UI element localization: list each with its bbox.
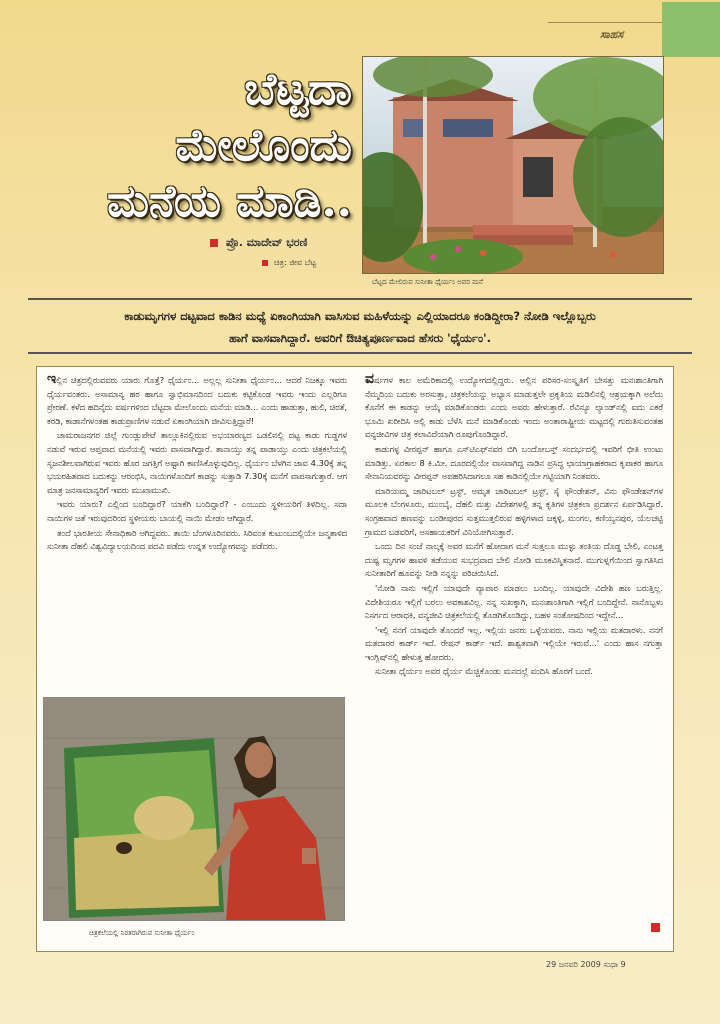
painting-caption: ಚಿತ್ರಕಲೆಯಲ್ಲಿ ನಿರತರಾಗಿರುವ ಸುನೀತಾ ಧೈರ್ಯಂ: [89, 929, 195, 937]
paragraph: ಇಲ್ಲಿನ ಚಿತ್ರದಲ್ಲಿರುವವರು ಯಾರು ಗೊತ್ತೆ? ಧೈರ್ಯಂ... ಅಲ್ಲಲ್ಲ ಸುನೀತಾ ಧೈರ್ಯಂ... ಆದರೆ ನಿಜಕ್ಕೂ ಇವರು ಧೈರ್ಯವಂತರು. ಅಸಾಮಾನ್ಯ ಹಠ ಹಾಗೂ ಸ್ವಾಭಿಮಾನದಿಂದ ಬದುಕು ಕಟ್ಟಿಕೊಂಡ ಇವರು ಇಂದು ಎಲ್ಲರಿಗೂ ಪ್ರೇರಣೆ. ಕಳೆದ ಹದಿನೈದು ವರ್ಷಗಳಿಂದ ಬೆಟ್ಟದಾ ಮೇಲೊಂದು ಮನೆಯ ಮಾಡಿ... ಎಂದು ಹಾಡುತ್ತಾ, ಹುಲಿ, ಚಿರತೆ, ಕರಡಿ, ಕಾಡಾನೆಗಳಂತಹ ಕಾಡುಪ್ರಾಣಿಗಳ ನಡುವೆ ಏಕಾಂಗಿಯಾಗಿ ಜೀವಿಸುತ್ತಿದ್ದಾರೆ!: [47, 371, 347, 426]
column-1: [47, 373, 347, 555]
section-rule: [548, 22, 668, 23]
headline: [60, 62, 352, 230]
paragraph: ಇವರು ಯಾರು? ಎಲ್ಲಿಂದ ಬಂದಿದ್ದಾರೆ? ಯಾಕೆಗಿ ಬಂದಿದ್ದಾರೆ? - ಎಂಬುದು ಸ್ಥಳೀಯರಿಗೆ ತಿಳಿದಿಲ್ಲ. ಸದಾ ನಾಯಿಗಳ ಜತೆ ಇರುವುದರಿಂದ ಸ್ಥಳೀಯರು ಬಾಯಲ್ಲಿ ನಾಯಿ ಮೇಡಂ ಆಗಿದ್ದಾರೆ.: [47, 499, 347, 523]
paragraph: ಸುನೀತಾ ಧೈರ್ಯಂ ಅವರ ಧೈರ್ಯ ಮೆಚ್ಚಿಕೊಂಡು ಮನದಲ್ಲೆ ವಂದಿಸಿ ಹೊರಗೆ ಬಂದೆ.: [375, 666, 593, 677]
green-corner-tab: [662, 2, 720, 57]
intro-deck: [28, 298, 692, 354]
paragraph: ಒಂದು ದಿನ ಸಂಜೆ ನಾಲ್ಕಕ್ಕೆ ಅವರ ಮನೆಗೆ ಹೋದಾಗ ಮನೆ ಸುತ್ತಲೂ ಮುಳ್ಳು ತಂತಿಯ ದೊಡ್ಡ ಬೇಲಿ, ಎಂಟತ್ತ ದುಷ್ಟ ಮೃಗಗಳ ಹಾವಳಿ ತಡೆಯುವ ಸುಭದ್ರವಾದ ಬೇಲಿ ನೋಡಿ ಮೂಕವಿಸ್ಮಿತನಾದೆ. ಮುಗುಳ್ನಗೆಯಿಂದ ಸ್ವಾಗತಿಸಿದ ಸುನೀತಾರಿಗೆ ಹೂವನ್ನು ನೀಡಿ ನನ್ನನ್ನು ಪರಿಚಯಿಸಿದೆ.: [365, 541, 663, 579]
paragraph: 'ಇಲ್ಲಿ ನನಗೆ ಯಾವುದೇ ತೊಂದರೆ ಇಲ್ಲ. ಇಲ್ಲಿಯ ಜನರು ಒಳ್ಳೆಯವರು. ನಾನು ಇಲ್ಲಿಯ ಮತದಾರಳು. ನನಗೆ ಮತದಾರರ ಕಾರ್ಡ್ ಇದೆ. ರೇಷನ್ ಕಾರ್ಡ್ ಇದೆ. ಶಾಶ್ವತವಾಗಿ ಇಲ್ಲಿಯೇ ಇರುವೆ...' ಎಂದು ಹಾಸ ನಗುತ್ತಾ ಇಂಗ್ಲಿಷ್‌ನಲ್ಲಿ ಹೇಳುತ್ತ ಹೋದರು.: [365, 624, 663, 662]
page-footer: 29 ಜನವರಿ 2009 ಸುಧಾ 9: [546, 960, 626, 969]
headline-line-2: ಮೇಲೊಂದು: [175, 120, 352, 171]
paragraph: ವರ್ಷಗಳ ಕಾಲ ಅಮೆರಿಕಾದಲ್ಲಿ ಉದ್ಯೋಗದಲ್ಲಿದ್ದರು. ಅಲ್ಲಿನ ಪರಿಸರ-ಸಂಸ್ಕೃತಿಗೆ ಬೇಸತ್ತು ಮನಃಶಾಂತಿಗಾಗಿ ನೆಮ್ಮದಿಯ ಬದುಕು ಅರಸುತ್ತಾ, ಚಿತ್ರಕಲೆಯನ್ನು ಅಭ್ಯಾಸ ಮಾಡುತ್ತಲೇ ಪ್ರಕೃತಿಯ ಮಡಿಲಿನಲ್ಲಿ ಆಶ್ರಯಕ್ಕಾಗಿ ಅಲೆದು ಕೊನೆಗೆ ಈ ಕಾಡನ್ನು ಆಯ್ಕೆ ಮಾಡಿಕೊಂಡರು ಎಂದು ಅವರು ಹೇಳುತ್ತಾರೆ. ರೆವಿನ್ಯೂ ಲ್ಯಾಂಡ್‌ನಲ್ಲಿ ಐದು ಎಕರೆ ಭೂಮಿ ಖರೀದಿಸಿ ಅಲ್ಲಿ ಕಾಡು ಬೆಳೆಸಿ ಮನೆ ಮಾಡಿಕೊಂಡು ಇಂದು ಅಂತಾರಾಷ್ಟ್ರೀಯ ಮಟ್ಟದಲ್ಲಿ ಗುರುತಿಸುವಂತಹ ವನ್ಯಜೀವಿಗಳ ಚಿತ್ರ ಕಲಾವಿದೆಯಾಗಿ ರೂಪುಗೊಂಡಿದ್ದಾರೆ.: [365, 371, 663, 440]
photo-credit-text: ಚಿತ್ರ: ಜೀವ ಬೆಟ್ಟ: [274, 258, 317, 267]
paragraph: 'ನೋಡಿ ನಾನು ಇಲ್ಲಿಗೆ ಯಾವುದೇ ವ್ಯಾಪಾರ ಮಾಡಲು ಬಂದಿಲ್ಲ. ಯಾವುದೇ ವಿದೇಶಿ ಹಣ ಬರುತ್ತಿಲ್ಲ. ವಿದೇಶಿಯರೂ ಇಲ್ಲಿಗೆ ಬರಲು ಅವಕಾಶವಿಲ್ಲ. ನನ್ನ ಸುಖಕ್ಕಾಗಿ, ಮನಃಶಾಂತಿಗಾಗಿ ಇಲ್ಲಿಗೆ ಬಂದಿದ್ದೇನೆ. ನಾನೊಬ್ಬಳು ನಿಸರ್ಗದ ಆರಾಧಕಿ, ವನ್ಯಜೀವಿ ಚಿತ್ರಕಲೆಯಲ್ಲಿ ತೊಡಗಿಕೊಂಡಿದ್ದು, ಬಹಳ ಸಂತೋಷದಿಂದ ಇದ್ದೇನೆ...: [365, 582, 663, 621]
paragraph: ಮಾರಿಯಮ್ಮ ಚಾರಿಟಬಲ್ ಟ್ರಸ್ಟ್, ಅಮೃತ ಚಾರಿಟಬಲ್ ಟ್ರಸ್ಟ್, ಸೈ ಫೌಂಡೇಶನ್, ವಿನು ಫೌಂಡೇಶನ್‌ಗಳ ಮೂಲಕ ಬೆಂಗಳೂರು, ಮುಂಬೈ, ದೆಹಲಿ ಮತ್ತು ವಿದೇಶಗಳಲ್ಲಿ ತನ್ನ ಕೃತಿಗಳ ಚಿತ್ರಕಲಾ ಪ್ರದರ್ಶನ ಏರ್ಪಡಿಸಿದ್ದಾರೆ. ಸಂಗ್ರಹವಾದ ಹಣವನ್ನು ಬಂಡೀಪುರದ ಸುತ್ತಮುತ್ತಲಿರುವ ಹಳ್ಳಿಗಳಾದ ಜಕ್ಕಳ್ಳಿ, ಮಂಗಲ, ಕಣಿಯ್ಯನಪುರ, ಯೆಲಚಟ್ಟಿ ಗ್ರಾಮದ ಬಡವರಿಗೆ, ಅಸಹಾಯಕರಿಗೆ ವಿನಿಯೋಗಿಸುತ್ತಾರೆ.: [365, 485, 663, 537]
house-caption: ಬೆಟ್ಟದ ಮೇಲಿರುವ ಸುನೀತಾ ಧೈರ್ಯಂ ಅವರ ಮನೆ: [372, 278, 484, 286]
intro-line-1: ಕಾಡುಮೃಗಗಳ ದಟ್ಟವಾದ ಕಾಡಿನ ಮಧ್ಯೆ ಏಕಾಂಗಿಯಾಗಿ ವಾಸಿಸುವ ಮಹಿಳೆಯನ್ನು ಎಲ್ಲಿಯಾದರೂ ಕಂಡಿದ್ದೀರಾ? ನೋಡಿ ಇಲ್ಲೊಬ್ಬರು: [124, 309, 596, 323]
bullet-square-icon: [262, 260, 268, 266]
end-mark-icon: [651, 923, 660, 932]
article-body: [36, 366, 674, 952]
intro-line-2: ಹಾಗೆ ವಾಸವಾಗಿದ್ದಾರೆ. ಅವರಿಗೆ ಔಚಿತ್ಯಪೂರ್ಣವಾದ ಹೆಸರು 'ಧೈರ್ಯಂ'.: [229, 331, 491, 345]
column-2: [365, 373, 663, 680]
paragraph: ತಂದೆ ಭಾರತೀಯ ಸೇನಾಧಿಕಾರಿ ಆಗಿದ್ದವರು. ತಾಯಿ ಬೆಂಗಳೂರಿನವರು. ಸಿರಿವಂತ ಕುಟುಂಬದಲ್ಲಿಯೇ ಜನ್ಮತಾಳಿದ ಸುನೀತಾ ದೆಹಲಿ ವಿಶ್ವವಿದ್ಯಾಲಯದಿಂದ ಪದವಿ ಪಡೆದು ಉನ್ನತ ಉದ್ಯೋಗವನ್ನು ಪಡೆದರು.: [47, 527, 347, 552]
photo-credit: [262, 258, 316, 268]
painting-photo: [43, 697, 345, 921]
author-name: ಪ್ರೊ. ಮಾದೇವ್ ಭರಣಿ: [226, 236, 308, 249]
house-photo: [362, 56, 664, 274]
section-label: ಸಾಹಸ: [600, 28, 624, 41]
house-illustration: [363, 57, 664, 274]
headline-line-3: ಮನೆಯ ಮಾಡಿ..: [107, 176, 352, 227]
paragraph: ಚಾಮರಾಜನಗರ ಜಿಲ್ಲೆ ಗುಂಡ್ಲುಪೇಟೆ ತಾಲ್ಲೂಕಿನಲ್ಲಿರುವ ಅಭಯಾರಣ್ಯದ ಒಡಲಿನಲ್ಲಿ ದಟ್ಟ ಕಾಡು ಗುಡ್ಡಗಳ ನಡುವೆ ಇರುವ ಆಪ್ತವಾದ ಮನೆಯಲ್ಲಿ ಇವರು ವಾಸವಾಗಿದ್ದಾರೆ. ತಾನಾಯ್ತು ತನ್ನ ಪಾಡಾಯ್ತು ಎಂದು ಚಿತ್ರಕಲೆಯಲ್ಲಿ ಸೃಜನಶೀಲವಾಗಿರುವ ಇವರು ಹೊರ ಜಗತ್ತಿಗೆ ಅಷ್ಟಾಗಿ ಕಾಣಿಸಿಕೊಳ್ಳುವುದಿಲ್ಲ. ಧೈರ್ಯಂ ಬೆಳಗಿನ ಜಾವ 4.30ಕ್ಕೆ ತನ್ನ ಭಯರಹಿತವಾದ ಬದುಕನ್ನು ಆರಂಭಿಸಿ, ನಾಯಿಗಳೊಂದಿಗೆ ಕಾಡನ್ನು ಸುತ್ತಾಡಿ 7.30ಕ್ಕೆ ಮನೆಗೆ ವಾಪಸಾಗುತ್ತಾರೆ. ಆಗ ಮಾತ್ರ ಜನಸಾಮಾನ್ಯರಿಗೆ ಇವರು ಮುಖಾಮುಖಿ.: [47, 430, 347, 495]
bullet-square-icon: [210, 239, 218, 247]
paragraph: ಕಾಡುಗಳ್ಳ ವೀರಪ್ಪನ್ ಹಾಗೂ ಎಸ್‌ಟಿಎಫ್‌ನವರ ಬಿಗಿ ಬಂದೋಬಸ್ತ್ ಸಂದರ್ಭದಲ್ಲಿ ಇವರಿಗೆ ಭೀತಿ ಉಂಟು ಮಾಡಿತ್ತು. ಏರಕಾಲ 8 ಕಿ.ಮೀ. ದೂರದಲ್ಲಿಯೇ ವಾಸವಾಗಿದ್ದ ನಾಡಿನ ಪ್ರಸಿದ್ಧ ಛಾಯಾಗ್ರಾಹಕರಾದ ಕೃಪಾಕರ ಹಾಗೂ ಸೇನಾನಿಯವರನ್ನು ವೀರಪ್ಪನ್ ಅಪಹರಿಸಿದಾಗಲೂ ಸಹ ಕಾಡಿನಲ್ಲಿಯೇ ಗಟ್ಟಿಯಾಗಿ ನಿಂತವರು.: [365, 443, 663, 482]
painting-illustration: [44, 698, 345, 921]
headline-line-1: ಬೆಟ್ಟದಾ: [244, 64, 352, 115]
byline: [210, 236, 307, 250]
